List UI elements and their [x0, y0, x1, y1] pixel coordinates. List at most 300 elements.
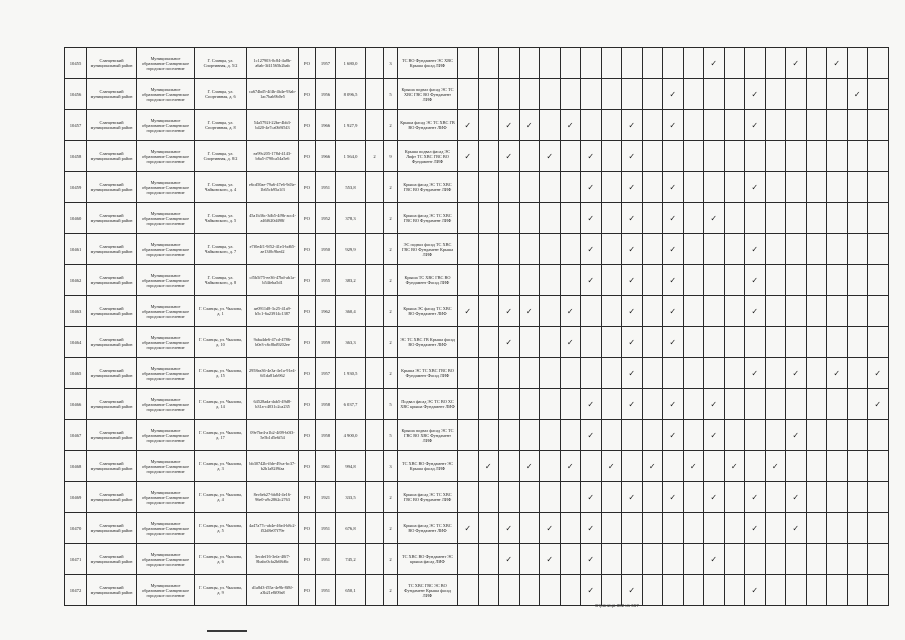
check-cell	[622, 575, 643, 606]
check-mark-icon: ✓	[833, 58, 841, 68]
cell-works: Крыша подвал фасад ЭС ТС ХВС ГВС ВО Фундамент ЛИФ	[398, 79, 458, 110]
cell-area: 929,9	[336, 234, 366, 265]
check-mark-icon: ✓	[751, 182, 759, 192]
check-cell	[540, 234, 561, 265]
check-cell	[868, 451, 889, 482]
check-cell	[765, 420, 786, 451]
check-cell	[683, 172, 704, 203]
cell-owner: Муниципальное образование Сланцевское городское поселение	[137, 513, 195, 544]
check-cell	[519, 389, 540, 420]
table-row	[65, 544, 889, 575]
check-cell	[704, 575, 725, 606]
check-cell	[499, 48, 520, 79]
check-cell	[663, 513, 684, 544]
check-cell	[765, 451, 786, 482]
check-cell	[868, 327, 889, 358]
check-cell	[806, 141, 827, 172]
check-mark-icon: ✓	[525, 306, 533, 316]
cell-floors	[366, 451, 384, 482]
cell-area: 994,8	[336, 451, 366, 482]
check-cell	[540, 203, 561, 234]
cell-id: 10465	[65, 358, 87, 389]
cell-floors	[366, 234, 384, 265]
cell-id: 10470	[65, 513, 87, 544]
cell-guid: 4a47a77c-ab4e-46e4-b8c2-f52d8e07f79e	[247, 513, 299, 544]
table-row	[65, 265, 889, 296]
check-mark-icon: ✓	[546, 554, 554, 564]
check-cell	[499, 296, 520, 327]
cell-district: Сланцевский муниципальный район	[87, 451, 137, 482]
check-cell	[519, 172, 540, 203]
cell-district: Сланцевский муниципальный район	[87, 141, 137, 172]
cell-guid: e6cd50ae-79a6-47e6-9d3e-1b65cb95a1f3	[247, 172, 299, 203]
cell-count: 2	[384, 172, 398, 203]
check-cell	[683, 79, 704, 110]
check-mark-icon: ✓	[628, 492, 636, 502]
check-cell	[581, 420, 602, 451]
check-cell	[601, 141, 622, 172]
check-mark-icon: ✓	[587, 430, 595, 440]
check-mark-icon: ✓	[587, 244, 595, 254]
cell-guid: 45a1b36c-3db5-4f9b-acc4-a46f620d498f	[247, 203, 299, 234]
check-cell	[745, 575, 766, 606]
check-cell	[868, 389, 889, 420]
cell-floors	[366, 327, 384, 358]
check-cell	[540, 79, 561, 110]
check-mark-icon: ✓	[710, 492, 718, 502]
cell-address: Г. Сланцы, ул. Чайковского, д. 4	[195, 172, 247, 203]
check-cell	[519, 327, 540, 358]
check-cell	[622, 79, 643, 110]
cell-owner: Муниципальное образование Сланцевское городское поселение	[137, 544, 195, 575]
check-cell	[601, 420, 622, 451]
cell-area: 1 564,0	[336, 141, 366, 172]
check-cell	[745, 420, 766, 451]
check-cell	[478, 296, 499, 327]
check-cell	[478, 358, 499, 389]
check-cell	[806, 172, 827, 203]
cell-id: 10458	[65, 141, 87, 172]
cell-guid: 64528ada-dab5-49d8-b31a-c4031c2ca235	[247, 389, 299, 420]
check-mark-icon: ✓	[669, 182, 677, 192]
check-cell	[806, 296, 827, 327]
check-mark-icon: ✓	[669, 306, 677, 316]
check-cell	[642, 420, 663, 451]
cell-count: 5	[384, 389, 398, 420]
cell-owner: Муниципальное образование Сланцевское городское поселение	[137, 327, 195, 358]
check-cell	[499, 79, 520, 110]
check-cell	[806, 48, 827, 79]
cell-address: Г. Сланцы, ул. Чкалова, д. 5	[195, 513, 247, 544]
check-cell	[847, 141, 868, 172]
check-cell	[663, 296, 684, 327]
cell-works: ТС ХВС ВО Фундамент ЭС Крыша фасад ЛИФ	[398, 451, 458, 482]
check-mark-icon: ✓	[792, 430, 800, 440]
check-cell	[724, 110, 745, 141]
cell-works: Крыша ЭС фасад ТС ХВС ВО Фундамент ЛИФ	[398, 296, 458, 327]
check-cell	[458, 234, 479, 265]
check-cell	[458, 420, 479, 451]
check-cell	[847, 79, 868, 110]
check-cell	[478, 575, 499, 606]
check-cell	[868, 482, 889, 513]
cell-type: РО	[299, 327, 316, 358]
cell-area: 676,8	[336, 513, 366, 544]
check-cell	[540, 358, 561, 389]
check-cell	[827, 327, 848, 358]
cell-type: РО	[299, 48, 316, 79]
check-cell	[663, 544, 684, 575]
check-cell	[704, 48, 725, 79]
cell-count: 2	[384, 110, 398, 141]
check-cell	[519, 575, 540, 606]
cell-year: 1951	[316, 544, 336, 575]
check-mark-icon: ✓	[751, 275, 759, 285]
check-cell	[683, 203, 704, 234]
check-cell	[622, 327, 643, 358]
cell-area: 553,8	[336, 172, 366, 203]
check-cell	[765, 172, 786, 203]
check-cell	[786, 141, 807, 172]
check-cell	[765, 296, 786, 327]
cell-floors	[366, 575, 384, 606]
cell-area: 378,3	[336, 203, 366, 234]
check-mark-icon: ✓	[669, 492, 677, 502]
check-mark-icon: ✓	[607, 461, 615, 471]
cell-id: 10472	[65, 575, 87, 606]
cell-floors	[366, 482, 384, 513]
cell-type: РО	[299, 451, 316, 482]
cell-floors	[366, 172, 384, 203]
check-cell	[847, 358, 868, 389]
check-mark-icon: ✓	[792, 58, 800, 68]
check-cell	[847, 296, 868, 327]
check-cell	[478, 389, 499, 420]
cell-id: 10461	[65, 234, 87, 265]
check-mark-icon: ✓	[751, 585, 759, 595]
check-cell	[622, 296, 643, 327]
check-cell	[724, 172, 745, 203]
check-cell	[847, 575, 868, 606]
cell-guid: 09e7be4-a1b2-4f09-b0f3-5e5b1d5e6f54	[247, 420, 299, 451]
check-cell	[704, 451, 725, 482]
cell-guid: 8ec6eb27-bb84-4e16-96e0-a9c2862c2763	[247, 482, 299, 513]
check-cell	[642, 203, 663, 234]
check-mark-icon: ✓	[566, 120, 574, 130]
check-cell	[458, 203, 479, 234]
cell-district: Сланцевский муниципальный район	[87, 513, 137, 544]
check-mark-icon: ✓	[505, 151, 513, 161]
cell-area: 745,2	[336, 544, 366, 575]
cell-count: 2	[384, 203, 398, 234]
check-cell	[478, 327, 499, 358]
check-cell	[745, 172, 766, 203]
cell-owner: Муниципальное образование Сланцевское городское поселение	[137, 451, 195, 482]
check-cell	[704, 420, 725, 451]
register-table	[64, 47, 889, 606]
cell-works: Крыша фасад ЭС ТС ХВС ГВ ВО Фундамент ЛИФ	[398, 110, 458, 141]
check-cell	[540, 327, 561, 358]
check-cell	[458, 327, 479, 358]
cell-address: Г. Сланцы, ул. Спортивная, д. 8/2	[195, 141, 247, 172]
check-cell	[765, 79, 786, 110]
cell-type: РО	[299, 544, 316, 575]
cell-floors	[366, 110, 384, 141]
check-cell	[786, 265, 807, 296]
cell-id: 10467	[65, 420, 87, 451]
cell-count: 2	[384, 482, 398, 513]
cell-district: Сланцевский муниципальный район	[87, 48, 137, 79]
check-cell	[458, 296, 479, 327]
page-footer: Страница 382 из 667	[595, 603, 639, 608]
check-cell	[458, 79, 479, 110]
check-cell	[601, 358, 622, 389]
check-cell	[622, 172, 643, 203]
check-cell	[868, 234, 889, 265]
check-mark-icon: ✓	[505, 523, 513, 533]
cell-count: 2	[384, 327, 398, 358]
cell-works: Крыша подвал фасад ЭС ТС ГВС ВО ХВС Фундамент ЛИФ	[398, 420, 458, 451]
check-cell	[622, 389, 643, 420]
check-cell	[827, 575, 848, 606]
cell-year: 1957	[316, 358, 336, 389]
check-cell	[745, 265, 766, 296]
cell-works: Крыша фасад ЭС ТС ХВС ГВС ВО Фундамент ЛИФ	[398, 203, 458, 234]
check-cell	[683, 389, 704, 420]
check-cell	[642, 358, 663, 389]
check-mark-icon: ✓	[464, 523, 472, 533]
check-cell	[724, 451, 745, 482]
check-cell	[519, 358, 540, 389]
check-cell	[745, 79, 766, 110]
check-cell	[560, 79, 581, 110]
check-cell	[847, 203, 868, 234]
cell-works: Крыша фасад ЭС ТС ХВС ГВС ВО Фундамент ЛИФ	[398, 172, 458, 203]
check-cell	[519, 482, 540, 513]
check-cell	[581, 575, 602, 606]
cell-district: Сланцевский муниципальный район	[87, 265, 137, 296]
check-cell	[540, 389, 561, 420]
check-cell	[519, 296, 540, 327]
check-cell	[745, 451, 766, 482]
cell-district: Сланцевский муниципальный район	[87, 234, 137, 265]
check-mark-icon: ✓	[628, 306, 636, 316]
check-cell	[663, 79, 684, 110]
check-cell	[765, 482, 786, 513]
cell-type: РО	[299, 110, 316, 141]
cell-id: 10469	[65, 482, 87, 513]
cell-works: Крыша фасад ЭС ТС ХВС ВО Фундамент ЛИФ	[398, 513, 458, 544]
check-mark-icon: ✓	[874, 399, 882, 409]
check-cell	[724, 265, 745, 296]
cell-area: 4 900,0	[336, 420, 366, 451]
table-row	[65, 420, 889, 451]
check-cell	[478, 79, 499, 110]
check-cell	[601, 389, 622, 420]
table-row	[65, 48, 889, 79]
cell-district: Сланцевский муниципальный район	[87, 389, 137, 420]
check-cell	[765, 358, 786, 389]
check-cell	[704, 203, 725, 234]
check-cell	[642, 451, 663, 482]
check-cell	[499, 358, 520, 389]
check-mark-icon: ✓	[566, 306, 574, 316]
check-mark-icon: ✓	[853, 89, 861, 99]
check-cell	[622, 358, 643, 389]
check-cell	[765, 327, 786, 358]
check-cell	[560, 389, 581, 420]
check-mark-icon: ✓	[628, 337, 636, 347]
check-mark-icon: ✓	[669, 275, 677, 285]
cell-count: 3	[384, 451, 398, 482]
check-mark-icon: ✓	[751, 244, 759, 254]
check-cell	[622, 110, 643, 141]
check-cell	[458, 389, 479, 420]
check-mark-icon: ✓	[546, 151, 554, 161]
check-cell	[786, 513, 807, 544]
check-cell	[560, 420, 581, 451]
cell-address: Г. Сланцы, ул. Чкалова, д. 1	[195, 296, 247, 327]
check-cell	[560, 265, 581, 296]
cell-guid: e7f0e4f1-9f52-41e3-bd65-ae13f0c9bed2	[247, 234, 299, 265]
cell-id: 10463	[65, 296, 87, 327]
check-cell	[540, 110, 561, 141]
check-cell	[458, 48, 479, 79]
cell-owner: Муниципальное образование Сланцевское городское поселение	[137, 265, 195, 296]
check-cell	[478, 172, 499, 203]
check-cell	[642, 327, 663, 358]
cell-works: Подвал фасад ЭС ТС ВО ХС ХВС крыша Фундамент ЛИФ	[398, 389, 458, 420]
check-cell	[663, 358, 684, 389]
check-mark-icon: ✓	[587, 554, 595, 564]
check-mark-icon: ✓	[628, 151, 636, 161]
check-cell	[724, 389, 745, 420]
check-cell	[601, 110, 622, 141]
cell-address: Г. Сланцы, ул. Чкалова, д. 9	[195, 575, 247, 606]
cell-floors	[366, 48, 384, 79]
check-cell	[499, 203, 520, 234]
cell-id: 10457	[65, 110, 87, 141]
cell-id: 10464	[65, 327, 87, 358]
check-cell	[704, 234, 725, 265]
check-cell	[663, 110, 684, 141]
cell-address: Г. Сланцы, ул. Чкалова, д. 14	[195, 389, 247, 420]
check-cell	[478, 141, 499, 172]
check-cell	[806, 575, 827, 606]
check-mark-icon: ✓	[628, 120, 636, 130]
check-cell	[827, 234, 848, 265]
check-cell	[540, 296, 561, 327]
check-cell	[786, 544, 807, 575]
check-mark-icon: ✓	[751, 120, 759, 130]
cell-type: РО	[299, 203, 316, 234]
cell-floors	[366, 420, 384, 451]
check-cell	[847, 451, 868, 482]
cell-district: Сланцевский муниципальный район	[87, 172, 137, 203]
check-mark-icon: ✓	[669, 213, 677, 223]
check-cell	[581, 234, 602, 265]
check-cell	[478, 234, 499, 265]
check-cell	[827, 265, 848, 296]
check-cell	[868, 79, 889, 110]
check-cell	[724, 141, 745, 172]
check-cell	[642, 48, 663, 79]
check-cell	[663, 451, 684, 482]
check-cell	[827, 544, 848, 575]
check-mark-icon: ✓	[587, 275, 595, 285]
check-mark-icon: ✓	[587, 213, 595, 223]
check-mark-icon: ✓	[628, 213, 636, 223]
check-cell	[704, 482, 725, 513]
check-cell	[581, 48, 602, 79]
check-cell	[745, 48, 766, 79]
cell-year: 1951	[316, 513, 336, 544]
check-cell	[704, 544, 725, 575]
check-cell	[478, 451, 499, 482]
check-mark-icon: ✓	[710, 554, 718, 564]
check-cell	[642, 79, 663, 110]
check-cell	[683, 327, 704, 358]
cell-district: Сланцевский муниципальный район	[87, 79, 137, 110]
check-cell	[499, 482, 520, 513]
check-cell	[663, 389, 684, 420]
check-cell	[745, 327, 766, 358]
cell-address: Г. Сланцы, ул. Спортивная, д. 6	[195, 79, 247, 110]
cell-owner: Муниципальное образование Сланцевское городское поселение	[137, 575, 195, 606]
check-cell	[581, 141, 602, 172]
table-row	[65, 358, 889, 389]
check-cell	[847, 110, 868, 141]
check-cell	[642, 265, 663, 296]
check-cell	[458, 265, 479, 296]
cell-guid: 3ecdef16-3efa-40f7-8babc0cfa2b68d6c	[247, 544, 299, 575]
check-cell	[560, 451, 581, 482]
cell-works: ТС ВО Фундамент ЭС ХВС Крыша фасад ЛИФ	[398, 48, 458, 79]
check-cell	[827, 48, 848, 79]
check-mark-icon: ✓	[628, 244, 636, 254]
check-cell	[724, 234, 745, 265]
check-mark-icon: ✓	[751, 89, 759, 99]
cell-year: 1921	[316, 482, 336, 513]
cell-guid: 2958ea36-4e3a-4e1a-91e4-6f1da81ab962	[247, 358, 299, 389]
check-cell	[806, 327, 827, 358]
check-cell	[704, 327, 725, 358]
cell-id: 10455	[65, 48, 87, 79]
cell-address: Г. Сланцы, ул. Спортивная, д. 8	[195, 110, 247, 141]
cell-year: 1952	[316, 203, 336, 234]
check-cell	[581, 203, 602, 234]
check-cell	[540, 265, 561, 296]
check-mark-icon: ✓	[484, 461, 492, 471]
check-cell	[827, 420, 848, 451]
check-cell	[868, 141, 889, 172]
check-mark-icon: ✓	[505, 306, 513, 316]
check-cell	[581, 389, 602, 420]
check-cell	[806, 234, 827, 265]
check-cell	[704, 358, 725, 389]
check-cell	[868, 358, 889, 389]
check-cell	[540, 544, 561, 575]
check-cell	[806, 389, 827, 420]
cell-address: Г. Сланцы, ул. Чкалова, д. 4	[195, 482, 247, 513]
check-cell	[519, 234, 540, 265]
table-row	[65, 79, 889, 110]
table-row	[65, 451, 889, 482]
check-cell	[704, 265, 725, 296]
table-row	[65, 234, 889, 265]
cell-owner: Муниципальное образование Сланцевское городское поселение	[137, 141, 195, 172]
check-cell	[745, 141, 766, 172]
